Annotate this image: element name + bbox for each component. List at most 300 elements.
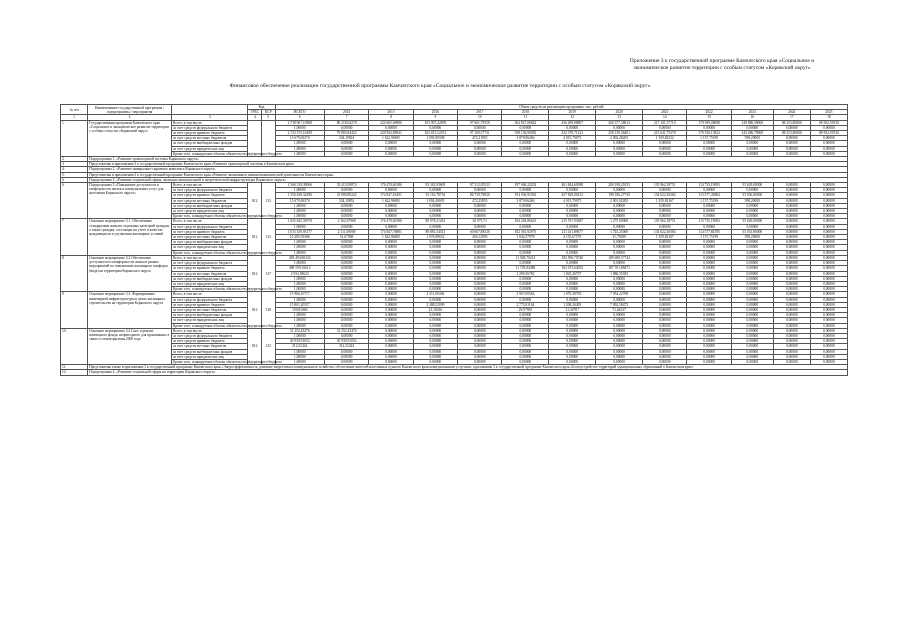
amount-cell: 55 629,00000 [731, 183, 773, 188]
amount-cell: 62 975,71 [458, 219, 502, 224]
amount-cell: 0,00000 [324, 281, 368, 286]
amount-cell: 0,00000 [369, 359, 413, 364]
amount-cell: 472,25855 [458, 198, 502, 203]
amount-cell: 0,00000 [810, 276, 847, 281]
amount-cell: 0,00000 [369, 339, 413, 344]
amount-cell: 15 960,10717 [275, 292, 324, 297]
header-year: 2016 [413, 110, 457, 115]
amount-cell: 0,00000 [810, 141, 847, 146]
amount-cell: 1,00000 [275, 276, 324, 281]
amount-cell: 0,00000 [413, 146, 457, 151]
csr-code: 137 [262, 255, 276, 291]
column-index: 14 [643, 115, 687, 120]
amount-cell: 0,00000 [458, 271, 502, 276]
amount-cell: 182 073,64033 [549, 266, 596, 271]
amount-cell: 0,00000 [596, 146, 643, 151]
funding-source: за счет средств федерального бюджета [171, 297, 247, 302]
amount-cell: 432 378,71221 [549, 131, 596, 136]
amount-cell: 182 596,70740 [549, 255, 596, 260]
row-number: 5. [61, 172, 88, 177]
amount-cell: 0,00000 [773, 261, 810, 266]
amount-cell: 0,00000 [643, 266, 687, 271]
amount-cell: 0,00000 [369, 209, 413, 214]
amount-cell: 4 155,67579 [549, 235, 596, 240]
amount-cell: 1 566 318,39066 [275, 183, 324, 188]
amount-cell: 0,00000 [369, 302, 413, 307]
amount-cell: 33 080,89222 [324, 193, 368, 198]
csr-code: 133 [262, 328, 276, 364]
amount-cell: 0,00000 [687, 214, 731, 219]
amount-cell: 0,00000 [324, 297, 368, 302]
amount-cell: 0,00000 [413, 318, 457, 323]
amount-cell: 0,00000 [731, 151, 773, 156]
amount-cell: 0,00000 [773, 292, 810, 297]
amount-cell: 0,00000 [369, 354, 413, 359]
amount-cell: 0,00000 [458, 302, 502, 307]
amount-cell: 2 775,81164 [502, 302, 549, 307]
column-index: 8 [369, 115, 413, 120]
funding-source: за счет средств местных бюджетов [171, 235, 247, 240]
amount-cell: 1 157,75199 [687, 198, 731, 203]
amount-cell: 0,00000 [810, 151, 847, 156]
amount-cell: 135 962,18751 [643, 219, 687, 224]
grbs-code: 812 [248, 219, 262, 255]
amount-cell: 184 204,86623 [502, 219, 549, 224]
amount-cell: 0,00000 [413, 255, 457, 260]
funding-source: Кроме того, планируемые объемы обязательств федерального бюджета [172, 214, 282, 219]
amount-cell: 1,00000 [275, 313, 324, 318]
amount-cell: 0,00000 [324, 271, 368, 276]
amount-cell: 0,00000 [687, 281, 731, 286]
amount-cell: 1,00000 [275, 359, 324, 364]
amount-cell: 1 093,90508 [413, 136, 457, 141]
amount-cell: 0,00000 [502, 151, 549, 156]
amount-cell: 0,00000 [324, 318, 368, 323]
funding-source: за счет средств краевого бюджета [171, 339, 247, 344]
amount-cell: 493 494,80234 [275, 255, 324, 260]
amount-cell: 0,00000 [458, 307, 502, 312]
section-text: Подпрограмма 4. «Развитие социальной сферы на территории Корякского округа» [88, 370, 848, 375]
csr-code: 133 [262, 219, 276, 255]
amount-cell: 0,00000 [369, 292, 413, 297]
amount-cell: 0,00000 [687, 302, 731, 307]
amount-cell: 1,00000 [275, 354, 324, 359]
amount-cell: 0,00000 [810, 125, 847, 130]
amount-cell: 30 939,91052 [324, 339, 368, 344]
amount-cell: 220 942,88941 [369, 131, 413, 136]
amount-cell: 0,00000 [773, 333, 810, 338]
amount-cell: 198 186,27730 [596, 193, 643, 198]
amount-cell: 0,00000 [324, 250, 368, 255]
amount-cell: 0,00000 [458, 292, 502, 297]
amount-cell: 134 622,36584 [643, 229, 687, 234]
funding-source: за счет средств федерального бюджета [171, 224, 247, 229]
amount-cell: 79 883,84452 [324, 131, 368, 136]
amount-cell: 0,00000 [643, 354, 687, 359]
amount-cell: 0,00000 [731, 318, 773, 323]
amount-cell: 1,00000 [275, 250, 324, 255]
amount-cell: 1 842,37978 [502, 235, 549, 240]
funding-source: за счет средств местных бюджетов [171, 307, 247, 312]
amount-cell: 0,00000 [643, 261, 687, 266]
amount-cell: 1 622,96695 [369, 136, 413, 141]
amount-cell: 0,00000 [596, 250, 643, 255]
amount-cell: 2 111,09000 [324, 229, 368, 234]
amount-cell: 0,00000 [773, 276, 810, 281]
amount-cell: 0,00000 [324, 125, 368, 130]
document-title: Финансовое обеспечение реализации государственной программы Камчатского края «Социальное и экономическое развитие территории с особым статусом «Корякский округ» [229, 83, 651, 89]
amount-cell: 0,00000 [810, 333, 847, 338]
amount-cell: 15 679,06370 [275, 198, 324, 203]
amount-cell: 0,00000 [643, 344, 687, 349]
amount-cell: 0,00000 [687, 245, 731, 250]
amount-cell: 1,00000 [275, 333, 324, 338]
amount-cell: 0,00000 [502, 344, 549, 349]
amount-cell: 0,00000 [502, 276, 549, 281]
amount-cell: 0,00000 [687, 313, 731, 318]
amount-cell: 0,00000 [596, 151, 643, 156]
amount-cell: 0,00000 [549, 323, 596, 328]
amount-cell: 0,00000 [502, 281, 549, 286]
amount-cell: 0,00000 [810, 240, 847, 245]
csr-code: 133 [262, 183, 276, 219]
amount-cell: 0,00000 [810, 339, 847, 344]
amount-cell: 0,00000 [549, 188, 596, 193]
amount-cell: 0,00000 [810, 188, 847, 193]
amount-cell: 0,00000 [596, 349, 643, 354]
funding-source: за счет средств федерального бюджета [171, 333, 247, 338]
amount-cell: 0,00000 [773, 287, 810, 292]
amount-cell: 0,00000 [596, 224, 643, 229]
amount-cell: 260 377,38613 [596, 120, 643, 125]
amount-cell: 0,00000 [643, 245, 687, 250]
row-number: 10. [61, 328, 88, 364]
amount-cell: 0,00000 [731, 339, 773, 344]
amount-cell: 0,00000 [687, 344, 731, 349]
amount-cell: 194 036,91092 [502, 193, 549, 198]
amount-cell: 2 002,28203 [596, 136, 643, 141]
amount-cell: 31 252,43476 [275, 328, 324, 333]
appendix-note: Приложение 3 к государственной программе Камчатского края «Социальное и экономическое развитие территории с особым статусом «Корякский округ» [629, 58, 815, 71]
column-index: 10 [458, 115, 502, 120]
amount-cell: 0,00000 [502, 214, 549, 219]
amount-cell: 211 411,89677 [549, 229, 596, 234]
column-index: 18 [810, 115, 847, 120]
amount-cell: 0,00000 [502, 146, 549, 151]
amount-cell: 1 070,38705 [549, 292, 596, 297]
amount-cell: 0,00000 [458, 224, 502, 229]
amount-cell: 0,00000 [324, 224, 368, 229]
measure-name: Основное мероприятие 3.3. Формирование инженерной инфраструктуры в целях жилищного строительства на территории Корякского округа [88, 292, 172, 328]
csr-code: 138 [262, 292, 276, 328]
amount-cell: 1 076,98652 [413, 235, 457, 240]
amount-cell: 0,00000 [596, 281, 643, 286]
amount-cell: 0,00000 [810, 209, 847, 214]
amount-cell: 0,00000 [687, 318, 731, 323]
amount-cell: 334,19824 [324, 136, 368, 141]
amount-cell: 0,00000 [810, 183, 847, 188]
amount-cell: 0,00000 [413, 224, 457, 229]
amount-cell: 0,00000 [458, 354, 502, 359]
funding-source: за счет средств юридических лиц [171, 209, 247, 214]
amount-cell: 0,00000 [596, 318, 643, 323]
amount-cell: 31,75000 [596, 235, 643, 240]
amount-cell: 0,00000 [596, 313, 643, 318]
amount-cell: 0,00000 [773, 209, 810, 214]
amount-cell: 1,00000 [275, 281, 324, 286]
amount-cell: 0,00000 [549, 261, 596, 266]
amount-cell: 0,00000 [810, 354, 847, 359]
header-csr: ЦСР [262, 110, 276, 115]
amount-cell: 0,00000 [502, 287, 549, 292]
amount-cell: 0,00000 [773, 281, 810, 286]
amount-cell: 33 415,09074 [324, 183, 368, 188]
funding-source: за счет средств местных бюджетов [171, 344, 247, 349]
amount-cell: 0,00000 [502, 313, 549, 318]
funding-source: за счет средств внебюджетных фондов [171, 203, 247, 208]
amount-cell: 461 844,60388 [549, 183, 596, 188]
amount-cell: 0,00000 [731, 141, 773, 146]
amount-cell: 31 252,43476 [324, 328, 368, 333]
amount-cell: 3 879,96266 [502, 198, 549, 203]
amount-cell: 0,00000 [596, 203, 643, 208]
header-year: 2017 [458, 110, 502, 115]
amount-cell: 0,00000 [687, 333, 731, 338]
amount-cell: 102 813,52351 [413, 131, 457, 136]
row-number: 1. [61, 120, 88, 156]
amount-cell: 1 622,96695 [369, 235, 413, 240]
column-index: 12 [549, 115, 596, 120]
amount-cell: 0,00000 [549, 287, 596, 292]
header-total: ВСЕГО [275, 110, 324, 115]
amount-cell: 0,00000 [643, 359, 687, 364]
amount-cell: 1,00000 [275, 224, 324, 229]
amount-cell: 0,00000 [810, 229, 847, 234]
amount-cell: 0,00000 [549, 151, 596, 156]
funding-source: за счет средств юридических лиц [171, 245, 247, 250]
row-number: 2. [61, 157, 88, 162]
amount-cell: 0,00000 [458, 328, 502, 333]
amount-cell: 0,00000 [324, 214, 368, 219]
amount-cell: 0,00000 [324, 203, 368, 208]
amount-cell: 0,00000 [773, 339, 810, 344]
amount-cell: 0,00000 [773, 307, 810, 312]
amount-cell: 0,00000 [458, 297, 502, 302]
amount-cell: 0,00000 [773, 203, 810, 208]
amount-cell: 51,67968 [324, 235, 368, 240]
amount-cell: 0,00000 [687, 276, 731, 281]
amount-cell: 0,00000 [596, 240, 643, 245]
amount-cell: 0,00000 [502, 297, 549, 302]
amount-cell: 0,00000 [687, 287, 731, 292]
amount-cell: 0,00000 [773, 141, 810, 146]
amount-cell: 0,00000 [549, 240, 596, 245]
funding-source: Кроме того, планируемые объемы обязательств федерального бюджета [172, 359, 282, 364]
amount-cell: 0,00000 [687, 354, 731, 359]
amount-cell: 0,00000 [324, 266, 368, 271]
amount-cell: 0,00000 [369, 240, 413, 245]
amount-cell: 0,00000 [687, 209, 731, 214]
amount-cell: 0,00000 [731, 302, 773, 307]
grbs-code: 812 [248, 292, 262, 328]
amount-cell: 0,00000 [549, 328, 596, 333]
header-year: 2018 [502, 110, 549, 115]
amount-cell: 0,00000 [810, 292, 847, 297]
amount-cell: 0,00000 [324, 240, 368, 245]
amount-cell: 0,00000 [810, 146, 847, 151]
amount-cell: 0,00000 [369, 151, 413, 156]
amount-cell: 115 735,19083 [687, 219, 731, 224]
amount-cell: 0,00000 [643, 141, 687, 146]
amount-cell: 0,00000 [369, 255, 413, 260]
amount-cell: 1,00000 [275, 125, 324, 130]
section-text: Подпрограмма 2. «Развитие минерально-сырьевого комплекса Корякского округа» [88, 167, 848, 172]
amount-cell: 0,00000 [458, 287, 502, 292]
finance-table [60, 104, 848, 376]
amount-cell: 0,00000 [773, 313, 810, 318]
amount-cell: 488 559,16612 [275, 266, 324, 271]
amount-cell: 1,00000 [275, 203, 324, 208]
amount-cell: 0,00000 [731, 224, 773, 229]
amount-cell: 0,00000 [458, 245, 502, 250]
column-index: 7 [324, 115, 368, 120]
amount-cell: 2 723 375,16299 [275, 131, 324, 136]
amount-cell: 0,00000 [731, 255, 773, 260]
amount-cell: 1,00000 [275, 261, 324, 266]
column-index: 9 [413, 115, 457, 120]
amount-cell: 0,00000 [502, 240, 549, 245]
amount-cell: 0,00000 [369, 146, 413, 151]
amount-cell: 197 946,22292 [502, 183, 549, 188]
amount-cell: 1,00000 [275, 297, 324, 302]
amount-cell: 0,00000 [810, 261, 847, 266]
amount-cell: 113 577,43884 [687, 193, 731, 198]
column-index: 4 [248, 115, 262, 120]
amount-cell: 0,00000 [413, 271, 457, 276]
amount-cell: 0,00000 [687, 240, 731, 245]
amount-cell: 0,00000 [502, 141, 549, 146]
amount-cell: 200 198,20135 [596, 183, 643, 188]
amount-cell: 0,00000 [324, 255, 368, 260]
amount-cell: 0,00000 [731, 276, 773, 281]
amount-cell: 0,00000 [687, 339, 731, 344]
amount-cell: 2 967,00564 [502, 292, 549, 297]
amount-cell: 0,00000 [687, 188, 731, 193]
amount-cell: 0,00000 [458, 146, 502, 151]
amount-cell: 0,00000 [458, 266, 502, 271]
funding-source: за счет средств внебюджетных фондов [171, 240, 247, 245]
amount-cell: 1 823,26707 [549, 271, 596, 276]
amount-cell: 0,00000 [643, 209, 687, 214]
amount-cell: 93 381,93609 [413, 183, 457, 188]
amount-cell: 189 698,57744 [596, 255, 643, 260]
amount-cell: 0,00000 [458, 276, 502, 281]
amount-cell: 0,00000 [549, 141, 596, 146]
amount-cell: 55 629,00000 [731, 219, 773, 224]
amount-cell: 0,00000 [369, 328, 413, 333]
amount-cell: 15 801,20357 [275, 302, 324, 307]
amount-cell: 0,00000 [596, 245, 643, 250]
amount-cell: 0,00000 [687, 323, 731, 328]
amount-cell: 0,00000 [458, 250, 502, 255]
amount-cell: 1,00000 [275, 349, 324, 354]
amount-cell: 2 288,52000 [413, 302, 457, 307]
amount-cell: 1,00000 [275, 151, 324, 156]
amount-cell: 0,00000 [502, 188, 549, 193]
amount-cell: 0,00000 [596, 354, 643, 359]
amount-cell: 0,00000 [458, 344, 502, 349]
amount-cell: 0,00000 [731, 349, 773, 354]
funding-source: Всего, в том числе: [171, 183, 247, 188]
amount-cell: 0,00000 [596, 297, 643, 302]
amount-cell: 0,00000 [687, 151, 731, 156]
amount-cell: 1 359,82332 [643, 136, 687, 141]
amount-cell: 0,00000 [773, 151, 810, 156]
amount-cell: 114 735,19083 [687, 183, 731, 188]
amount-cell: 4 934,58623 [275, 271, 324, 276]
funding-source: за счет средств внебюджетных фондов [171, 141, 247, 146]
amount-cell: 436 409,88807 [549, 120, 596, 125]
amount-cell: 0,00000 [810, 219, 847, 224]
amount-cell: 0,00000 [596, 188, 643, 193]
column-index: 3 [171, 115, 247, 120]
section-text: Подпрограмма 1. «Развитие транспортной системы Корякского округа» [88, 157, 848, 162]
amount-cell: 55 036,80000 [731, 193, 773, 198]
amount-cell: 0,00000 [687, 266, 731, 271]
column-index: 2 [88, 115, 172, 120]
amount-cell: 0,00000 [324, 333, 368, 338]
amount-cell: 0,00000 [369, 297, 413, 302]
amount-cell: 0,00000 [549, 354, 596, 359]
amount-cell: 0,00000 [810, 214, 847, 219]
amount-cell: 217 101,57710 [643, 120, 687, 125]
amount-cell: 0,00000 [502, 209, 549, 214]
funding-source: за счет средств краевого бюджета [171, 302, 247, 307]
funding-source: за счет средств юридических лиц [171, 354, 247, 359]
amount-cell: 0,00000 [458, 359, 502, 364]
amount-cell: 0,00000 [324, 354, 368, 359]
amount-cell: 0,00000 [458, 333, 502, 338]
amount-cell: 30 939,91052 [275, 339, 324, 344]
amount-cell: 0,00000 [413, 276, 457, 281]
amount-cell: 0,00000 [731, 281, 773, 286]
amount-cell: 1 094,40695 [413, 198, 457, 203]
amount-cell: 176 470,60186 [369, 219, 413, 224]
amount-cell: 0,00000 [810, 313, 847, 318]
funding-source: за счет средств федерального бюджета [171, 125, 247, 130]
amount-cell: 0,00000 [413, 151, 457, 156]
funding-source: за счет средств юридических лиц [171, 281, 247, 286]
amount-cell: 97 661,79558 [458, 120, 502, 125]
amount-cell: 0,00000 [413, 203, 457, 208]
amount-cell: 0,00000 [731, 250, 773, 255]
amount-cell: 0,00000 [731, 307, 773, 312]
amount-cell: 0,00000 [731, 214, 773, 219]
amount-cell: 159,81066 [275, 307, 324, 312]
header-grbs: ГРБС [248, 110, 262, 115]
amount-cell: 1 015 339,95177 [275, 229, 324, 234]
amount-cell: 86 739,78830 [458, 193, 502, 198]
amount-cell: 0,00000 [324, 323, 368, 328]
amount-cell: 55 031,80000 [731, 229, 773, 234]
amount-cell: 0,00000 [643, 271, 687, 276]
amount-cell: 0,00000 [413, 344, 457, 349]
funding-source: Кроме того, планируемые объемы обязательств федерального бюджета [172, 151, 282, 156]
amount-cell: 1,00000 [275, 146, 324, 151]
amount-cell: 0,00000 [413, 125, 457, 130]
amount-cell: 0,00000 [369, 188, 413, 193]
amount-cell: 0,00000 [369, 307, 413, 312]
